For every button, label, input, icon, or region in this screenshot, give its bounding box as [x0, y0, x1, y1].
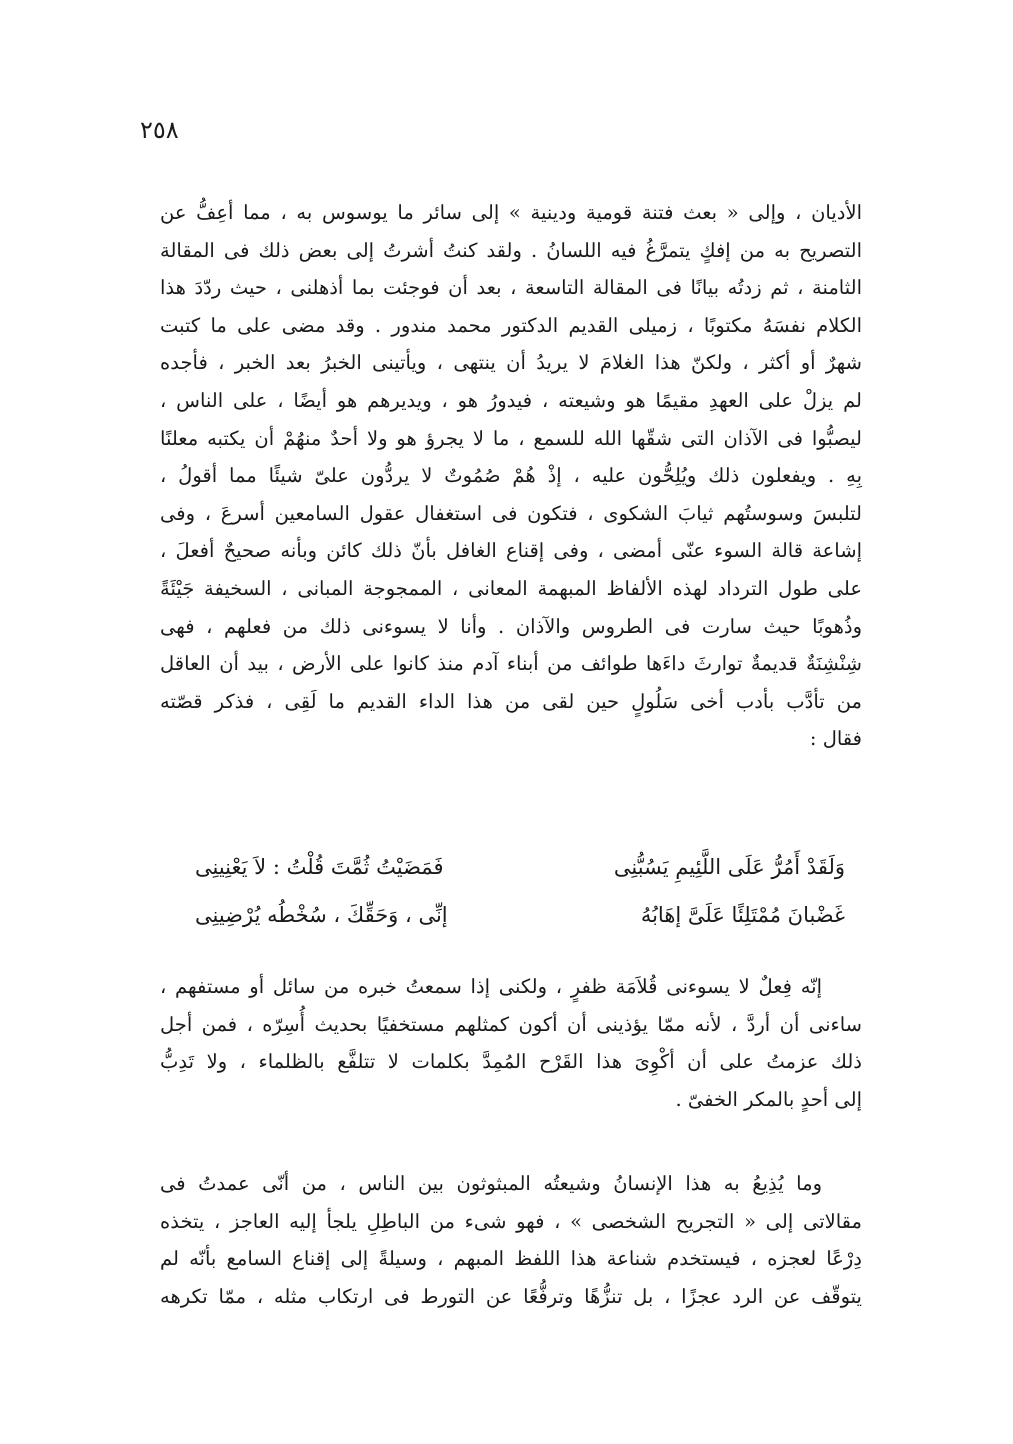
text-line: يتوقّف عن الرد عجزًا ، بل تنزُّهًا وترفُّعًا عن التورط فى ارتكاب مثله ، ممّا تكرهه [160, 1284, 862, 1308]
verse-first-hemistich: غَضْبانَ مُمْتَلِئًا عَلَىَّ إهَابُهُ [640, 903, 845, 927]
poem-verse [195, 843, 845, 891]
text-line: من تأدَّب بأدب أخى سَلُولٍ حين لقى من هذا الداء القديم ما لَقِى ، فذكر قصّته [160, 689, 862, 713]
text-line: دِرْعًا لعجزه ، فيستخدم شناعة هذا اللفظ المبهم ، وسيلةً إلى إقناع السامع بأنّه لم [160, 1247, 862, 1271]
text-line: وذُهوبًا حيث سارت فى الطروس والآذان . وأنا لا يسوءنى ذلك من فعلهم ، فهى [160, 614, 862, 638]
text-line: لتلبسَ وسوستُهم ثيابَ الشكوى ، فتكون فى استغفال عقول السامعين أسرعَ ، وفى [160, 501, 862, 525]
text-line: فقال : [809, 727, 862, 751]
text-line: إنّه فِعلٌ لا يسوءنى قُلاَمَة ظفرٍ ، ولكنى إذا سمعتُ خبره من سائل أو مستفهم ، [160, 975, 822, 998]
verse-second-hemistich: إنِّى ، وَحَقِّكَ ، سُخْطُه يُرْضِينِى [195, 903, 448, 927]
text-line: إشاعة قالة السوء عنّى أمضى ، وفى إقناع الغافل بأنّ ذلك كائن وبأنه صحيحٌ أفعلَ ، [160, 539, 862, 563]
text-line: الثامنة ، ثم زدتُه بيانًا فى المقالة التاسعة ، بعد أن فوجئت بما أذهلنى ، حيث ردّدَ هذا [160, 276, 862, 300]
paragraph-1 [160, 194, 862, 758]
text-line: الكلام نفسَهُ مكتوبًا ، زميلى القديم الدكتور محمد مندور . وقد مضى على ما كتبت [160, 313, 862, 337]
text-line: الأديان ، وإلى « بعث فتنة قومية ودينية » إلى سائر ما يوسوس به ، مما أعِفُّ عن [160, 201, 862, 224]
text-line: على طول الترداد لهذه الألفاظ المبهمة المعانى ، الممجوجة المبانى ، السخيفة جَيْئَةً [160, 576, 862, 600]
poem-verse [195, 891, 845, 939]
text-line: التصريح به من إفكٍ يتمرَّغُ فيه اللسانُ . ولقد كنتُ أشرتُ إلى بعض ذلك فى المقالة [160, 238, 862, 262]
text-line: مقالاتى إلى « التجريح الشخصى » ، فهو شىء من الباطِلِ يلجأ إليه العاجز ، يتخذه [160, 1209, 862, 1233]
verse-first-hemistich: وَلَقَدْ أَمُرُّ عَلَى اللَّئِيمِ يَسُبُّنِى [613, 855, 845, 879]
page-number: ٢٥٨ [140, 116, 179, 144]
text-line: إلى أحدٍ بالمكر الخفىّ . [675, 1087, 862, 1111]
text-line: شهرٌ أو أكثر ، ولكنّ هذا الغلامَ لا يريدُ أن ينتهى ، ويأتينى الخبرُ بعد الخبر ، فأجده [160, 351, 862, 375]
text-line: لم يزلْ على العهدِ مقيمًا هو وشيعته ، فيدورُ هو ، ويديرهم هو أيضًا ، على الناس ، [160, 388, 862, 412]
paragraph-2 [160, 968, 862, 1118]
poem [195, 843, 845, 939]
text-line: شِنْشِنَةٌ قديمةٌ توارثَ داءَها طوائف من أبناء آدم منذ كانوا على الأرض ، بيد أن العاقل [160, 652, 862, 676]
text-line: وما يُذِيعُ به هذا الإنسانُ وشيعتُه المبثوثون بين الناس ، من أنّى عمدتُ فى [160, 1172, 822, 1195]
paragraph-3 [160, 1165, 862, 1315]
verse-second-hemistich: فَمَضَيْتُ ثُمَّتَ قُلْتُ : لاَ يَعْنِينِى [195, 855, 444, 879]
text-line: بِهِ . ويفعلون ذلك ويُلِحُّون عليه ، إذْ هُمْ صُمُوتٌ لا يردُّون علىّ شيئًا مما أقولُ ، [160, 464, 862, 488]
text-line: ساءنى أن أردَّ ، لأنه ممّا يؤذينى أن أكون كمثلهم مستخفيًا بحديث أُسِرّه ، فمن أجل [160, 1012, 862, 1036]
text-line: ذلك عزمتُ على أن أكْوِىَ هذا القَرْح المُمِدَّ بكلمات لا تتلفَّع بالظلماء ، ولا تَدِبُّ [160, 1050, 862, 1074]
text-line: ليصبُّوا فى الآذان التى شقّها الله للسمع ، ما لا يجرؤ هو ولا أحدٌ منهُمْ أن يكتبه معلنًا [160, 426, 862, 450]
